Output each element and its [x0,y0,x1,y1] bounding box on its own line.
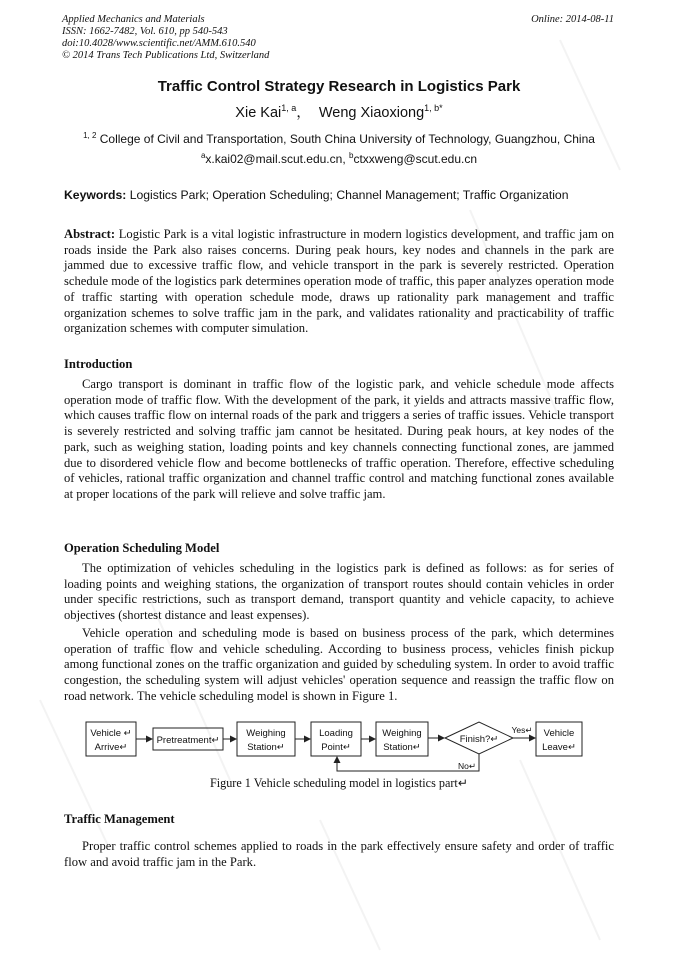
email-b-marker: b [349,151,354,160]
paper-title: Traffic Control Strategy Research in Logistics Park [157,78,521,95]
copyright-line: © 2014 Trans Tech Publications Ltd, Switzerland [62,50,270,61]
author-list [0,101,678,122]
introduction-heading: Introduction [64,357,133,371]
email-line [0,151,678,166]
box6-line2: Leave↵ [542,742,576,753]
affiliation-text: College of Civil and Transportation, South China University of Technology, Guangzhou, China [99,132,595,146]
author-2: Weng Xiaoxiong [318,105,425,121]
box3-line2: Station↵ [247,742,285,753]
operation-para-1: The optimization of vehicles scheduling in the logistics park is defined as follows: as for series of loading points and weighing stations, the organization of transport routes should contain vehicles in order under specific restrictions, such as transport demand, transport quantity and vehicle capacity, to achieve objectives (shortest distance and least expenses). [64,561,614,623]
doi-line: doi:10.4028/www.scientific.net/AMM.610.540 [62,38,256,49]
issn-line: ISSN: 1662-7482, Vol. 610, pp 540-543 [62,26,228,37]
journal-name: Applied Mechanics and Materials [62,14,205,25]
box2-label: Pretreatment↵ [156,735,220,746]
traffic-management-text: Proper traffic control schemes applied to roads in the park effectively ensure safety and order of traffic flow and avoid traffic jam in the Park. [64,839,614,869]
operation-para-2: Vehicle operation and scheduling mode is based on business process of the park, which determines operation of traffic flow and vehicle scheduling. According to business process, vehicles finish pickup among functional zones on the traffic organization and guided by scheduling system. In order to avoid traffic congestion, the scheduling system will adjust vehicles' operation sequence and reassign the traffic flow on road network. The vehicle scheduling model is shown in Figure 1. [64,626,614,703]
box1-line2: Arrive↵ [94,742,128,753]
box3-line1: Weighing [246,728,286,739]
box6-line1: Vehicle [543,728,575,739]
abstract-text: Logistic Park is a vital logistic infrastructure in modern logistics development, and traffic jam on roads inside the Park also raises concerns. During peak hours, key nodes and channels in the park are jammed due to excessive traffic flow, and vehicle transport in the park is severely restricted. Operation schedule mode of the logistics park determines operation mode of traffic, this paper analyzes operation mode of traffic starting with operation schedule mode, draws up rationality park management and traffic organization schemes to solve traffic jam in the park, and validates rationality and practicability of traffic organization schemes with computer simulation. [64,227,615,336]
decision-label: Finish?↵ [459,734,499,745]
vehicle-scheduling-flowchart [85,715,585,775]
no-label: No↵ [458,761,476,771]
author-1-affil: 1, a [281,103,297,113]
keywords-label: Keywords: [64,188,127,202]
author-separator: ， [296,105,311,121]
operation-heading: Operation Scheduling Model [64,541,220,555]
box4-line2: Point↵ [321,742,351,753]
email-a-marker: a [200,151,206,160]
figure-1-caption: Figure 1 Vehicle scheduling model in logistics part↵ [209,776,469,790]
email-b: ctxxweng@scut.edu.cn [353,152,478,166]
author-2-affil: 1, b* [424,103,443,113]
keywords [64,188,624,202]
introduction-text: Cargo transport is dominant in traffic flow of the logistic park, and vehicle schedule mode affects operation mode of traffic flow. With the development of the park, it yields and attracts massive traffic flow, which causes traffic flow on internal roads of the park and triggers a series of traffic issues. Vehicle transport is severely restricted and solving traffic jam cannot be hesitated. During peak hours, at key nodes of the park, such as weighing station, loading points and key channels connecting functional zones, are jammed due to disordered vehicle flow and become bottlenecks of traffic operation. Therefore, effective scheduling of vehicles, rational traffic organization and channel traffic control and matching functional zones available at proper locations of the park will relieve and solve traffic jam. [64,377,614,501]
box5-line1: Weighing [382,728,422,739]
box1-line1: Vehicle ↵ [90,728,132,739]
keywords-text: Logistics Park; Operation Scheduling; Channel Management; Traffic Organization [129,188,569,202]
traffic-management-heading: Traffic Management [64,812,175,826]
box5-line2: Station↵ [383,742,421,753]
abstract [64,227,614,337]
email-a: x.kai02@mail.scut.edu.cn, [205,152,346,166]
affiliation-marker: 1, 2 [83,131,97,140]
yes-label: Yes↵ [511,725,533,735]
online-date: Online: 2014-08-11 [531,14,614,25]
author-1: Xie Kai [235,105,282,121]
abstract-label: Abstract: [64,227,116,241]
affiliation [0,131,678,146]
publication-meta [62,14,269,62]
box4-line1: Loading [319,728,353,739]
